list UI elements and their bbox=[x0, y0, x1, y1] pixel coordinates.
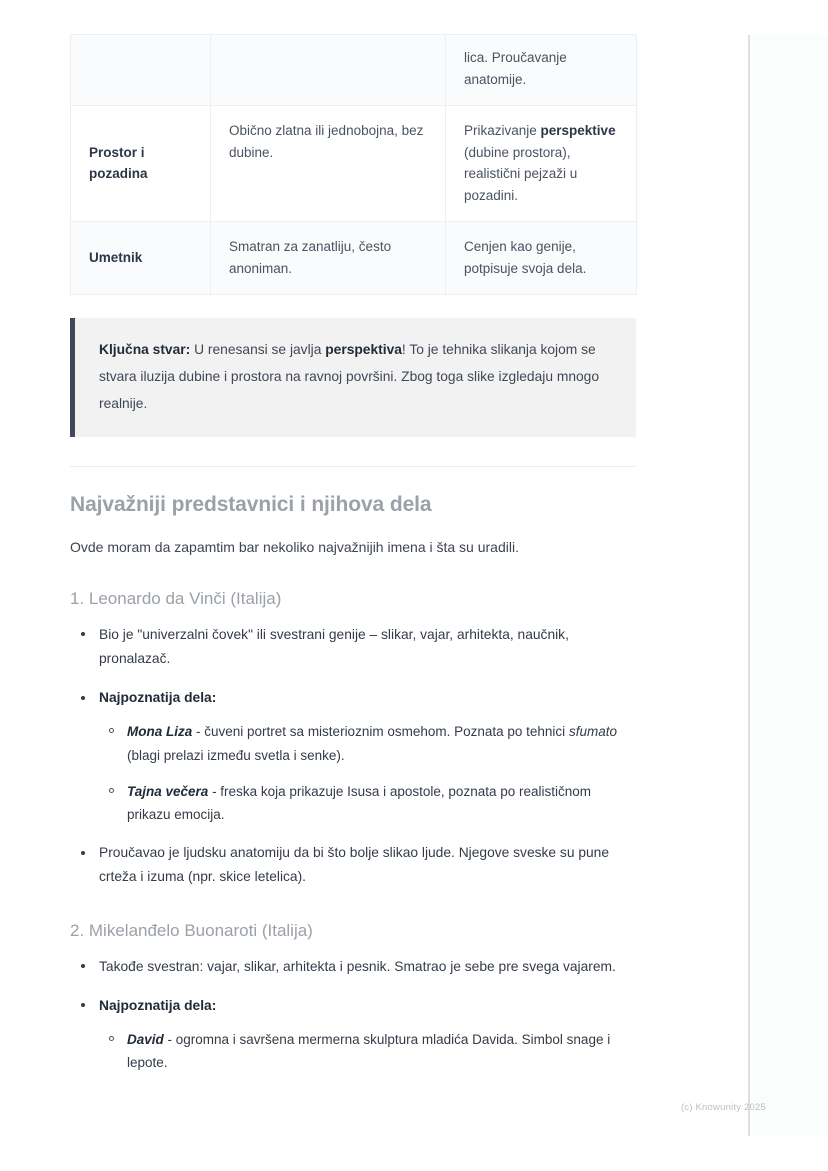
work-title: David bbox=[127, 1031, 164, 1047]
list-item bbox=[70, 841, 636, 889]
table-cell-category bbox=[71, 35, 211, 106]
section-heading: Najvažniji predstavnici i njihova dela bbox=[70, 492, 432, 516]
cell-text-post: (dubine prostora), realistični pejzaži u pozadini. bbox=[464, 144, 578, 204]
list-item bbox=[70, 686, 636, 826]
list-item-text: Proučavao je ljudsku anatomiju da bi što bolje slikao ljude. Njegove sveske su pune crteža i izuma (npr. skice letelica). bbox=[99, 845, 610, 885]
works-label: Najpoznatija dela: bbox=[99, 690, 217, 706]
hollow-bullet-icon bbox=[109, 1036, 114, 1041]
artist-heading-michelangelo: 2. Mikelanđelo Buonaroti (Italija) bbox=[70, 920, 313, 940]
bullet-icon bbox=[81, 964, 85, 968]
cell-text-bold: perspektive bbox=[540, 122, 616, 138]
callout-lead-label: Ključna stvar: bbox=[99, 341, 191, 357]
work-entry-text bbox=[127, 724, 617, 762]
work-desc: - freska koja prikazuje Isusa i apostole, poznata po realističnom prikazu emocija. bbox=[127, 783, 592, 823]
bullet-icon bbox=[81, 696, 85, 700]
artist-heading-leonardo: 1. Leonardo da Vinči (Italija) bbox=[70, 588, 282, 608]
works-sublist-leonardo bbox=[99, 720, 636, 826]
list-item bbox=[99, 720, 636, 766]
table-cell-renaissance: lica. Proučavanje anatomije. bbox=[446, 35, 637, 106]
table-cell-middle-ages bbox=[211, 35, 446, 106]
table-cell-middle-ages: Smatran za zanatliju, često anoniman. bbox=[211, 222, 446, 295]
hollow-bullet-icon bbox=[109, 788, 114, 793]
list-item bbox=[70, 994, 636, 1075]
table-cell-renaissance: Cenjen kao genije, potpisuje svoja dela. bbox=[446, 222, 637, 295]
section-divider bbox=[70, 466, 636, 467]
hollow-bullet-icon bbox=[109, 728, 114, 733]
works-sublist-michelangelo bbox=[99, 1028, 636, 1074]
bullet-icon bbox=[81, 851, 85, 855]
list-item-text: Bio je "univerzalni čovek" ili svestrani genije – slikar, vajar, arhitekta, naučnik, pronalazač. bbox=[99, 626, 569, 667]
key-takeaway-callout bbox=[70, 318, 636, 437]
copyright-watermark: (c) Knowunity 2025 bbox=[681, 1102, 766, 1113]
list-item bbox=[99, 1028, 636, 1074]
work-desc-post: (blagi prelazi između svetla i senke). bbox=[127, 747, 345, 763]
table-cell-middle-ages: Obično zlatna ili jednobojna, bez dubine. bbox=[211, 105, 446, 221]
callout-text-after: ! To je tehnika slikanja kojom se stvara iluzija dubine i prostora na ravnoj površini. Zbog toga slike izgledaju mnogo realnije. bbox=[99, 341, 600, 411]
document-content bbox=[70, 34, 636, 1074]
callout-text-before: U renesansi se javlja bbox=[190, 341, 326, 357]
bullet-icon bbox=[81, 632, 85, 636]
work-desc: - ogromna i savršena mermerna skulptura mladića Davida. Simbol snage i lepote. bbox=[127, 1031, 611, 1071]
table-cell-category: Prostor i pozadina bbox=[71, 105, 211, 221]
section-lead-paragraph: Ovde moram da zapamtim bar nekoliko najvažnijih imena i šta su uradili. bbox=[70, 538, 519, 555]
table-row bbox=[71, 222, 637, 295]
list-item-label bbox=[99, 998, 216, 1013]
artist-list-michelangelo bbox=[70, 955, 636, 1075]
table-cell-category: Umetnik bbox=[71, 222, 211, 295]
list-item-text: Takođe svestran: vajar, slikar, arhitekta i pesnik. Smatrao je sebe pre svega vajarem. bbox=[99, 958, 616, 974]
list-item-label bbox=[99, 690, 216, 705]
comparison-table bbox=[70, 34, 637, 295]
cell-text-pre: Prikazivanje bbox=[464, 122, 541, 138]
table-cell-renaissance bbox=[446, 105, 637, 221]
work-title: Tajna večera bbox=[127, 783, 209, 799]
right-panel-gutter bbox=[748, 35, 828, 1136]
work-title: Mona Liza bbox=[127, 724, 193, 740]
works-label: Najpoznatija dela: bbox=[99, 997, 217, 1013]
work-entry-text bbox=[127, 1032, 610, 1070]
table-row bbox=[71, 35, 637, 106]
work-technique-term: sfumato bbox=[568, 724, 617, 740]
list-item bbox=[70, 955, 636, 979]
work-entry-text bbox=[127, 784, 591, 822]
callout-highlight-term: perspektiva bbox=[325, 341, 402, 357]
artist-list-leonardo bbox=[70, 623, 636, 890]
bullet-icon bbox=[81, 1003, 85, 1007]
list-item bbox=[99, 780, 636, 826]
work-desc-pre: - čuveni portret sa misterioznim osmehom. Poznata po tehnici bbox=[192, 724, 569, 740]
list-item bbox=[70, 623, 636, 671]
table-row bbox=[71, 105, 637, 221]
